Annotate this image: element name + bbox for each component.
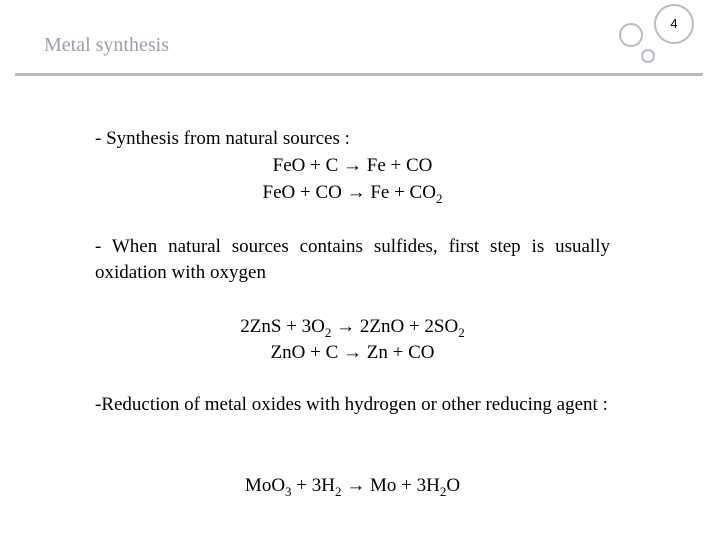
paragraph-natural-sources: - Synthesis from natural sources : (95, 128, 350, 149)
equation-text: + 3H (291, 475, 335, 496)
paragraph-reduction: -Reduction of metal oxides with hydrogen or other reducing agent : (95, 394, 608, 415)
equation-feo-c: FeO + C → Fe + CO (272, 155, 433, 176)
page-number-badge: 4 (654, 4, 694, 44)
decorative-circle-large (619, 23, 643, 47)
equation-feo-co (95, 180, 610, 206)
paragraph-sulfides: - When natural sources contains sulfides, first step is usually oxidation with oxygen (95, 236, 610, 283)
equation-text: MoO (244, 475, 286, 496)
subscript: 2 (324, 325, 332, 340)
slide-title: Metal synthesis (44, 34, 169, 56)
equation-zno-c: ZnO + C → Zn + CO (270, 342, 435, 363)
equation-moo3-h2 (95, 473, 610, 499)
equation-text: → 2ZnO + 2SO (331, 316, 459, 337)
equation-text: → Mo + 3H (341, 475, 440, 496)
subscript: 2 (334, 484, 342, 499)
equation-text: FeO + CO → Fe + CO (262, 182, 436, 203)
subscript: 2 (458, 325, 465, 340)
subscript: 2 (435, 191, 443, 206)
equation-text: O (446, 475, 461, 496)
equation-zns-oxidation (95, 314, 610, 340)
equation-text: 2ZnS + 3O (240, 316, 325, 337)
subscript: 2 (439, 484, 447, 499)
title-divider (15, 73, 703, 76)
subscript: 3 (285, 484, 292, 499)
decorative-circle-small (641, 49, 655, 63)
